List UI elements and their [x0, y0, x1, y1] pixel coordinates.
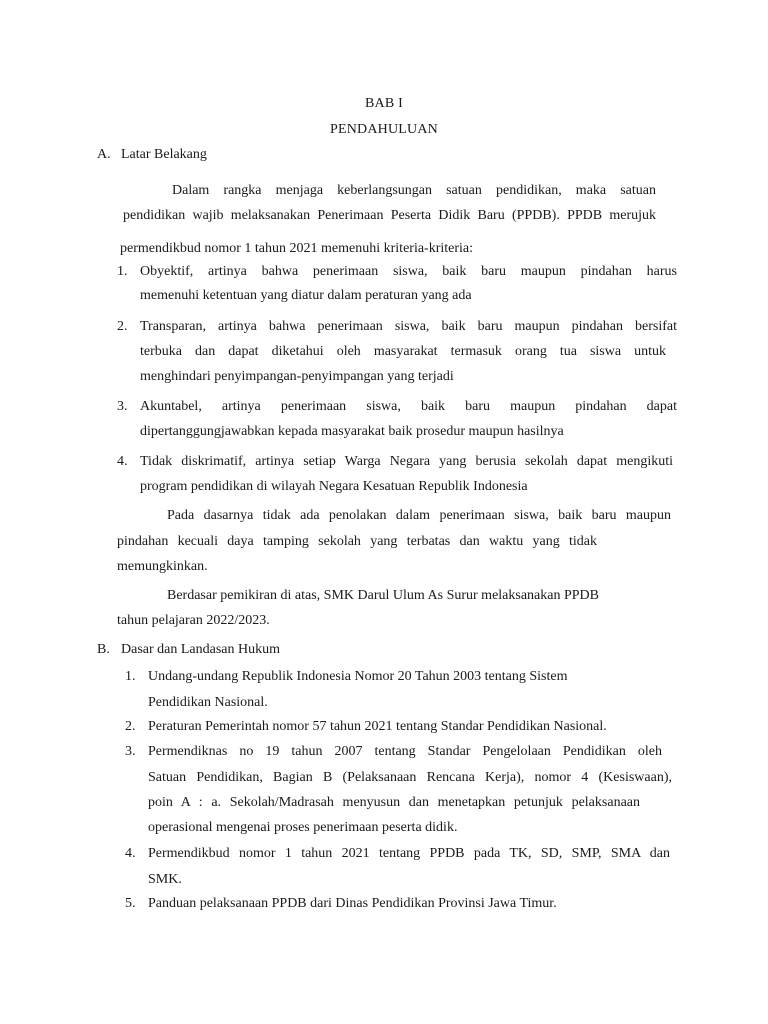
criteria-number: 2.	[117, 319, 128, 334]
criteria-number: 3.	[117, 399, 128, 414]
criteria-line: Transparan, artinya bahwa penerimaan siswa, baik baru maupun pindahan bersifat	[140, 319, 677, 334]
criteria-number: 4.	[117, 454, 128, 469]
intro-line-3: permendikbud nomor 1 tahun 2021 memenuhi kriteria-kriteria:	[120, 241, 474, 256]
legal-item-line: SMK.	[148, 872, 182, 887]
chapter-title: PENDAHULUAN	[330, 122, 438, 137]
para2-line-1: Pada dasarnya tidak ada penolakan dalam penerimaan siswa, baik baru maupun	[167, 508, 671, 523]
legal-item-number: 5.	[125, 896, 136, 911]
legal-item-line: Panduan pelaksanaan PPDB dari Dinas Pendidikan Provinsi Jawa Timur.	[148, 896, 557, 911]
para2-line-3: memungkinkan.	[117, 559, 208, 574]
chapter-number: BAB I	[365, 96, 403, 111]
para2-line-2: pindahan kecuali daya tamping sekolah yang terbatas dan waktu yang tidak	[117, 534, 597, 549]
legal-item-line: Peraturan Pemerintah nomor 57 tahun 2021 tentang Standar Pendidikan Nasional.	[148, 719, 607, 734]
section-a-marker: A.	[97, 147, 111, 162]
legal-item-number: 1.	[125, 669, 136, 684]
criteria-line: Tidak diskrimatif, artinya setiap Warga Negara yang berusia sekolah dapat mengikuti	[140, 454, 673, 469]
legal-item-line: Undang-undang Republik Indonesia Nomor 20 Tahun 2003 tentang Sistem	[148, 669, 568, 684]
criteria-number: 1.	[117, 264, 128, 279]
para3-line-1: Berdasar pemikiran di atas, SMK Darul Ulum As Surur melaksanakan PPDB	[167, 588, 599, 603]
legal-item-number: 2.	[125, 719, 136, 734]
criteria-line: terbuka dan dapat diketahui oleh masyarakat termasuk orang tua siswa untuk	[140, 344, 666, 359]
intro-line-1: Dalam rangka menjaga keberlangsungan satuan pendidikan, maka satuan	[172, 183, 656, 198]
criteria-line: menghindari penyimpangan-penyimpangan yang terjadi	[140, 369, 454, 384]
legal-item-line: poin A : a. Sekolah/Madrasah menyusun dan menetapkan petunjuk pelaksanaan	[148, 795, 640, 810]
criteria-line: memenuhi ketentuan yang diatur dalam peraturan yang ada	[140, 288, 472, 303]
legal-item-number: 4.	[125, 846, 136, 861]
section-b-marker: B.	[97, 642, 110, 657]
legal-item-line: Pendidikan Nasional.	[148, 695, 268, 710]
section-a-heading: Latar Belakang	[121, 147, 207, 162]
intro-line-2: pendidikan wajib melaksanakan Penerimaan Peserta Didik Baru (PPDB). PPDB merujuk	[123, 208, 656, 223]
section-b-heading: Dasar dan Landasan Hukum	[121, 642, 281, 657]
criteria-line: Akuntabel, artinya penerimaan siswa, baik baru maupun pindahan dapat	[140, 399, 677, 414]
legal-item-line: Satuan Pendidikan, Bagian B (Pelaksanaan Rencana Kerja), nomor 4 (Kesiswaan),	[148, 770, 672, 785]
legal-item-line: operasional mengenai proses penerimaan peserta didik.	[148, 820, 458, 835]
legal-item-line: Permendiknas no 19 tahun 2007 tentang Standar Pengelolaan Pendidikan oleh	[148, 744, 662, 759]
criteria-line: dipertanggungjawabkan kepada masyarakat baik prosedur maupun hasilnya	[140, 424, 564, 439]
legal-item-line: Permendikbud nomor 1 tahun 2021 tentang PPDB pada TK, SD, SMP, SMA dan	[148, 846, 670, 861]
criteria-line: program pendidikan di wilayah Negara Kesatuan Republik Indonesia	[140, 479, 528, 494]
legal-item-number: 3.	[125, 744, 136, 759]
para3-line-2: tahun pelajaran 2022/2023.	[117, 613, 270, 628]
criteria-line: Obyektif, artinya bahwa penerimaan siswa, baik baru maupun pindahan harus	[140, 264, 677, 279]
